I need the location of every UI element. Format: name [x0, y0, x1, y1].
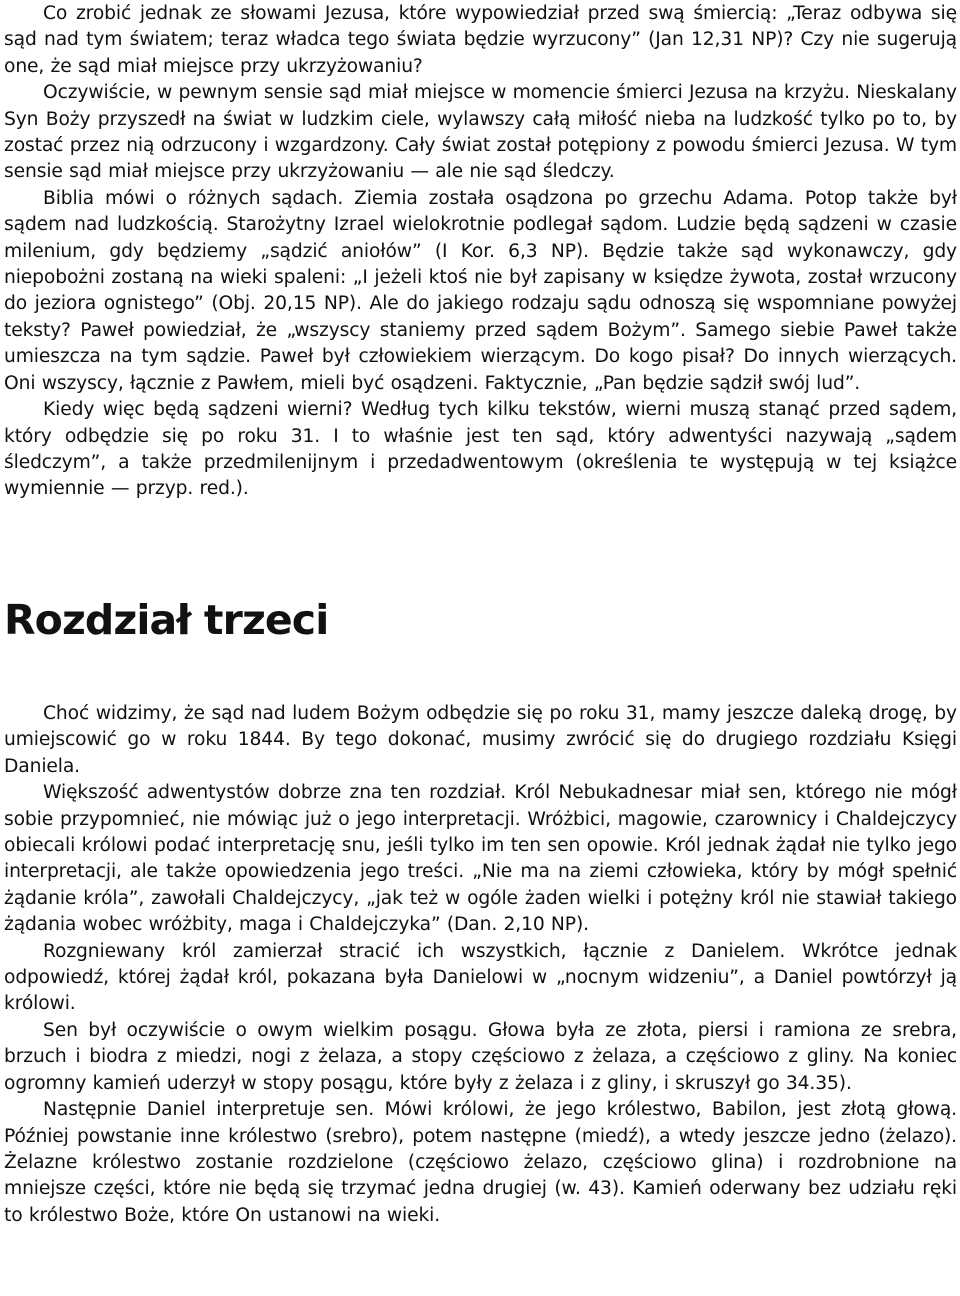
chapter-heading: Rozdział trzeci	[4, 596, 329, 644]
paragraph: Większość adwentystów dobrze zna ten rozdział. Król Nebukadnesar miał sen, którego nie mógł sobie przypomnieć, nie mówiąc już o jego interpretacji. Wróżbici, magowie, czarownicy i Chaldejczycy obiecali królowi podać interpretację snu, jeśli tylko im ten sen opowie. Król jednak żądał nie tylko jego interpretacji, ale także opowiedzenia jego treści. „Nie ma na ziemi człowieka, który by mógł spełnić żądanie króla”, zawołali Chaldejczycy, „jak też w ogóle żaden wielki i potężny król nie stawiał takiego żądania wobec wróżbity, maga i Chaldejczyka” (Dan. 2,10 NP).	[4, 782, 957, 936]
paragraph: Kiedy więc będą sądzeni wierni? Według tych kilku tekstów, wierni muszą stanąć przed sądem, który odbędzie się po roku 31. I to właśnie jest ten sąd, który adwentyści nazywają „sądem śledczym”, a także przedmilenijnym i przedadwentowym (określenia te występują w tej książce wymiennie — przyp. red.).	[4, 399, 957, 500]
paragraph: Rozgniewany król zamierzał stracić ich wszystkich, łącznie z Danielem. Wkrótce jednak odpowiedź, której żądał król, pokazana była Danielowi w „nocnym widzeniu”, a Daniel powtórzył ją królowi.	[4, 940, 957, 1015]
paragraph: Choć widzimy, że sąd nad ludem Bożym odbędzie się po roku 31, mamy jeszcze daleką drogę, by umiejscowić go w roku 1844. By tego dokonać, musimy zwrócić się do drugiego rozdziału Księgi Daniela.	[4, 703, 957, 777]
paragraph: Co zrobić jednak ze słowami Jezusa, które wypowiedział przed swą śmiercią: „Teraz odbywa się sąd nad tym światem; teraz władca tego świata będzie wyrzucony” (Jan 12,31 NP)? Czy nie sugerują one, że sąd miał miejsce przy ukrzyżowaniu?	[4, 3, 957, 77]
paragraph: Oczywiście, w pewnym sensie sąd miał miejsce w momencie śmierci Jezusa na krzyżu. Nieskalany Syn Boży przyszedł na świat w ludzkim ciele, wylawszy całą miłość nieba na ludzkość tylko po to, by zostać przez nią odrzucony i wzgardzony. Cały świat został potępiony z powodu śmierci Jezusa. W tym sensie sąd miał miejsce przy ukrzyżowaniu — ale nie sąd śledczy.	[4, 82, 957, 183]
text-section-before-heading	[4, 1, 957, 503]
paragraph: Sen był oczywiście o owym wielkim posągu. Głowa była ze złota, piersi i ramiona ze srebra, brzuch i biodra z miedzi, nogi z żelaza, a stopy częściowo z żelaza, a częściowo z gliny. Na koniec ogromny kamień uderzył w stopy posągu, które były z żelaza i z gliny, i skruszył go 34.35).	[4, 1019, 957, 1094]
paragraph: Następnie Daniel interpretuje sen. Mówi królowi, że jego królestwo, Babilon, jest złotą głową. Później powstanie inne królestwo (srebro), potem następne (miedź), a wtedy jeszcze jedno (żelazo). Żelazne królestwo zostanie rozdzielone (częściowo żelazo, częściowo glina) i rozdrobnione na mniejsze części, które nie będą się trzymać jedna drugiej (w. 43). Kamień oderwany bez udziału ręki to królestwo Boże, które On ustanowi na wieki.	[4, 1099, 957, 1226]
paragraph: Biblia mówi o różnych sądach. Ziemia została osądzona po grzechu Adama. Potop także był sądem nad ludzkością. Starożytny Izrael wielokrotnie podlegał sądom. Ludzie będą sądzeni w czasie milenium, gdy będziemy „sądzić aniołów” (I Kor. 6,3 NP). Będzie także sąd wykonawczy, gdy niepobożni zostaną na wieki spaleni: „I jeżeli ktoś nie był zapisany w księdze żywota, został wrzucony do jeziora ognistego” (Obj. 20,15 NP). Ale do jakiego rodzaju sądu odnoszą się wspomniane powyżej teksty? Paweł powiedział, że „wszyscy staniemy przed sądem Bożym”. Samego siebie Paweł także umieszcza na tym sądzie. Paweł był człowiekiem wierzącym. Do kogo pisał? Do innych wierzących. Oni wszyscy, łącznie z Pawłem, mieli być osądzeni. Faktycznie, „Pan będzie sądził swój lud”.	[4, 187, 957, 394]
text-section-after-heading	[4, 701, 957, 1229]
